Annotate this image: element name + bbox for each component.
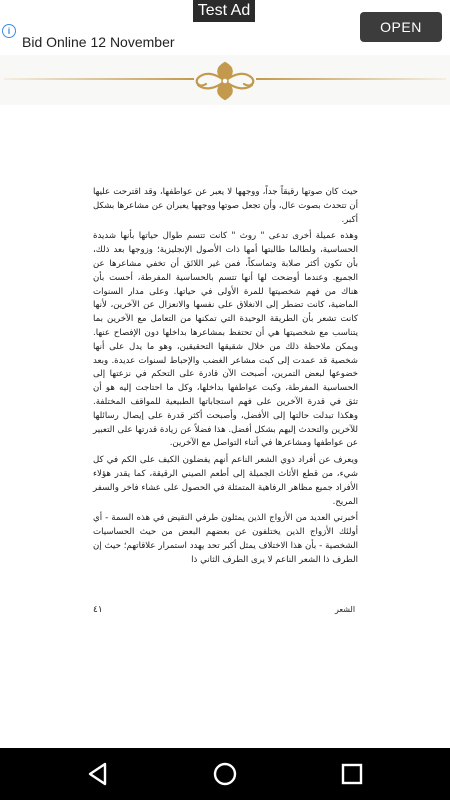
paragraph: ويعرف عن أفراد ذوي الشعر الناعم أنهم يفضلون الكيف على الكم في كل شيء، من قطع الأثاث الجميلة إلى أطعم الصيني الرقيقة، كما يقدر هؤلاء الأفراد جميع مظاهر الرفاهية المتمثلة في الحصول على عشاء فاخر والسفر المريح. <box>93 455 358 507</box>
book-text <box>93 186 358 571</box>
paragraph: حيث كان صوتها رقيقاً جداً، ووجهها لا يعبر عن عواطفها، وقد اقترحت عليها أن تتحدث بصوت عال، وأن تجعل صوتها ووجهها يعبران عن مشاعرها بشكل أكبر. <box>93 187 358 225</box>
test-ad-label: Test Ad <box>193 0 255 22</box>
paragraph: أخبرني العديد من الأزواج الذين يمثلون طرفي النقيض في هذه السمة - أي أولئك الأزواج الذين يختلفون عن بعضهم البعض من حيث الحساسيات الشخصية - بأن هذا الاختلاف يمثل أكبر تحد يهدد استمرار علاقاتهم؛ حيث إن الطرف ذا الشعر الناعم لا يرى الطرف الثاني ذا <box>93 513 358 565</box>
ornament-line-right <box>256 78 446 80</box>
recent-apps-icon[interactable] <box>338 760 366 788</box>
ornament-line-left <box>4 78 194 80</box>
ornament-flourish-icon <box>190 58 260 104</box>
paragraph: وهذه عميلة أخرى تدعى " روث " كانت تتسم طوال حياتها بأنها شديدة الحساسية، ولطالما طالبتها أمها ذات الأصول الإنجليزية؛ وزوجها بعد ذلك، بأن تكون أكثر صلابة وتماسكاً، فمن غير اللائق أن تخفي مشاعرها عن الجميع. وعندما أوضحت لها أنها تتسم بالحساسية المفرطة، أحست بأن هناك من فهم شخصيتها للمرة الأولى في حياتها. وعلى مدار السنوات الماضية، كانت تضطر إلى الانغلاق على نفسها والانعزال عن الآخرين، لأنها كانت تشعر بأن الطريقة الوحيدة التي تمكنها من التعامل مع الآخرين بما يتناسب مع شخصيتها هي أن تحتفظ بمشاعرها بداخلها دون الإفصاح عنها. ويمكن ملاحظة ذلك من خلال شقيقها التحقيقين، وهو ما يدل على أنها شخصية قد عمدت إلى كبت مشاعر الغضب والإحباط لسنوات عديدة. وبعد خضوعها لبعض التمرين، أصبحت الآن قادرة على التحكم في نزعتها إلى الحساسية المفرطة، وكبت عواطفها بداخلها، وكل ما احتاجت إليه هو أن تثق في قدرة الآخرين على فهم استجاباتها الطبيعية للمواقف المختلفة. وهكذا تبدلت حالتها إلى الأفضل، وأصبحت أكثر قدرة على إيصال رسائلها للآخرين والتحدث إليهم بشكل أفضل. هذا فضلاً عن زيادة قدرتها على التعبير عن عواطفها ومشاعرها في أثناء التواصل مع الآخرين. <box>93 231 358 449</box>
system-navigation-bar <box>0 748 450 800</box>
ad-headline[interactable]: Bid Online 12 November <box>22 34 175 50</box>
home-icon[interactable] <box>211 760 239 788</box>
back-icon[interactable] <box>84 760 112 788</box>
ad-open-button[interactable]: OPEN <box>360 12 442 42</box>
info-icon[interactable]: i <box>2 24 16 38</box>
running-footer-title: الشعر <box>335 605 356 614</box>
ad-banner[interactable] <box>0 0 450 55</box>
page-number: ٤١ <box>93 605 103 615</box>
